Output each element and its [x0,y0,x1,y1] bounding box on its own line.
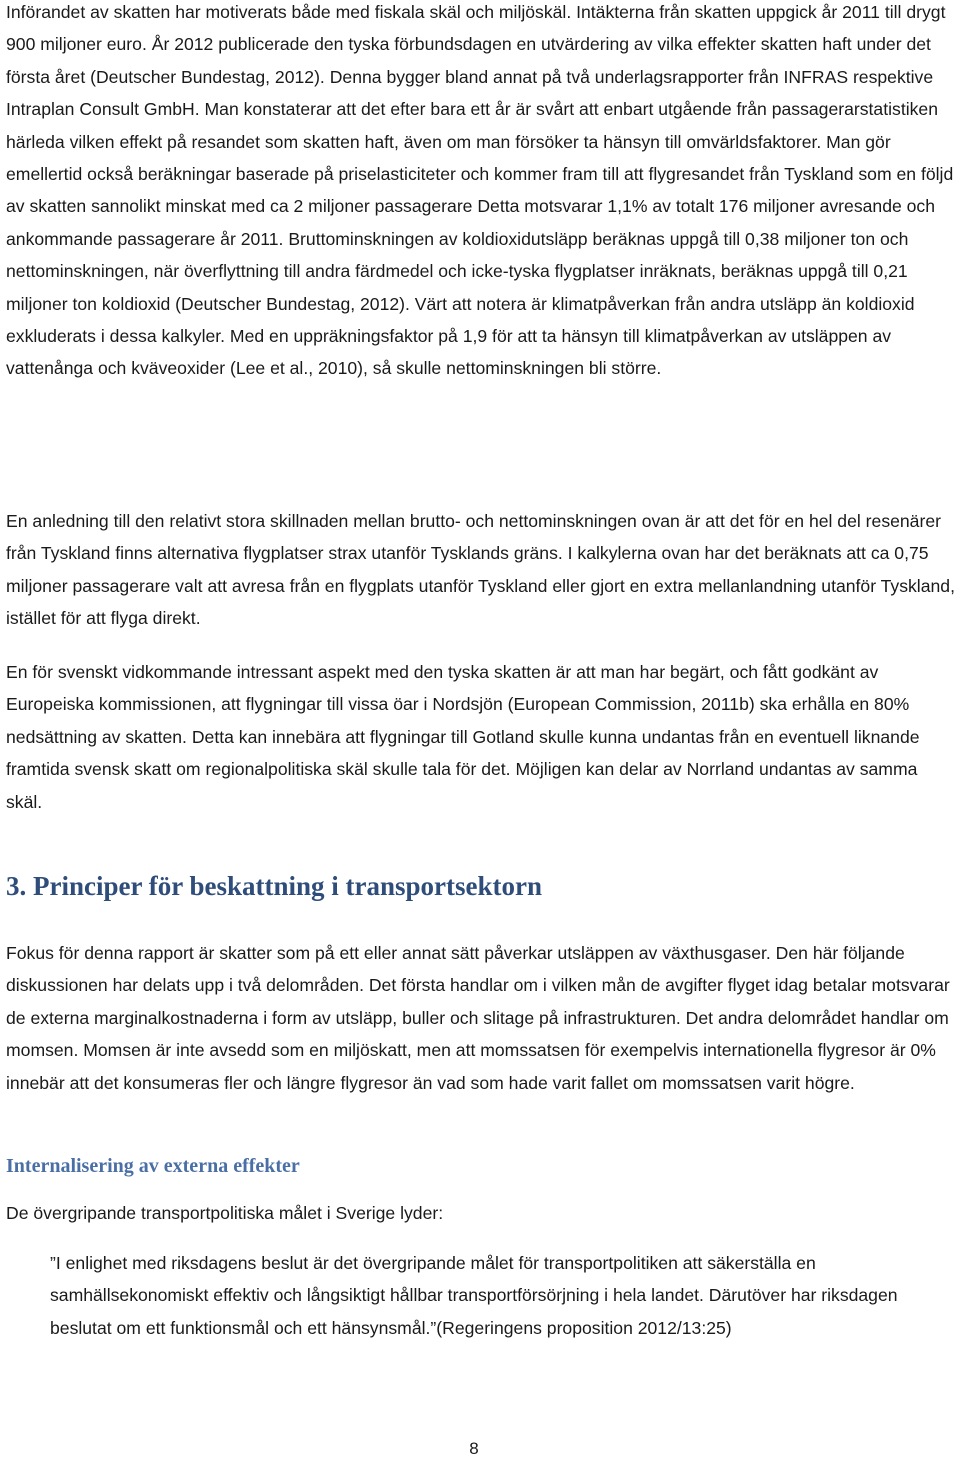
paragraph-tax-evaluation: Införandet av skatten har motiverats både med fiskala skäl och miljöskäl. Intäkterna från skatten uppgick år 2011 till drygt 900 miljoner euro. År 2012 publicerade den tyska förbundsdagen en utvärdering av vilka effekter skatten haft under det första året (Deutscher Bundestag, 2012). Denna bygger bland annat på två underlagsrapporter från INFRAS respektive Intraplan Consult GmbH. Man konstaterar att det efter bara ett år är svårt att enbart utgående från passagerarstatistiken härleda vilken effekt på resandet som skatten haft, även om man försöker ta hänsyn till omvärldsfaktorer. Man gör emellertid också beräkningar baserade på priselasticiteter och kommer fram till att flygresandet från Tyskland som en följd av skatten sannolikt minskat med ca 2 miljoner passagerare Detta motsvarar 1,1% av totalt 176 miljoner avresande och ankommande passagerare år 2011. Bruttominskningen av koldioxidutsläpp beräknas uppgå till 0,38 miljoner ton och nettominskningen, när överflyttning till andra färdmedel och icke-tyska flygplatser inräknats, beräknas uppgå till 0,21 miljoner ton koldioxid (Deutscher Bundestag, 2012). Värt att notera är klimatpåverkan från andra utsläpp än koldioxid exkluderats i dessa kalkyler. Med en uppräkningsfaktor på 1,9 för att ta hänsyn till klimatpåverkan av utsläppen av vattenånga och kväveoxider (Lee et al., 2010), så skulle nettominskningen bli större. [6,2,954,379]
paragraph-gross-net-difference: En anledning till den relativt stora skillnaden mellan brutto- och nettominskningen ovan är att det för en hel del resenärer från Tyskland finns alternativa flygplatser strax utanför Tysklands gräns. I kalkylerna ovan har det beräknats att ca 0,75 miljoner passagerare valt att avresa från en flygplats utanför Tyskland eller gjort en extra mellanlandning utanför Tyskland, istället för att flyga direkt. [6,511,955,629]
paragraph-report-focus: Fokus för denna rapport är skatter som på ett eller annat sätt påverkar utsläppen av växthusgaser. Den här följande diskussionen har delats upp i två delområden. Det första handlar om i vilken mån de avgifter flyget idag betalar motsvarar de externa marginalkostnaderna i form av utsläpp, buller och slitage på infrastrukturen. Det andra delområdet handlar om momsen. Momsen är inte avsedd som en miljöskatt, men att momssatsen för exempelvis internationella flygresor är 0% innebär att det konsumeras fler och längre flygresor än vad som hade varit fallet om momssatsen varit högre. [6,943,950,1093]
section-heading: 3. Principer för beskattning i transportsektorn [6,871,542,901]
policy-quote: ”I enlighet med riksdagens beslut är det övergripande målet för transportpolitiken att säkerställa en samhällsekonomiskt effektiv och långsiktigt hållbar transportförsörjning i hela landet. Därutöver har riksdagen beslutat om ett funktionsmål och ett hänsynsmål.”(Regeringens proposition 2012/13:25) [50,1253,898,1338]
subsection-heading: Internalisering av externa effekter [6,1155,300,1177]
paragraph-policy-intro: De övergripande transportpolitiska målet i Sverige lyder: [6,1203,444,1223]
page-number: 8 [469,1439,479,1458]
paragraph-swedish-aspect: En för svenskt vidkommande intressant aspekt med den tyska skatten är att man har begärt, och fått godkänt av Europeiska kommissionen, att flygningar till vissa öar i Nordsjön (European Commission, 2011b) ska erhålla en 80% nedsättning av skatten. Detta kan innebära att flygningar till Gotland skulle kunna undantas från en eventuell liknande framtida svensk skatt om regionalpolitiska skäl skulle tala för det. Möjligen kan delar av Norrland undantas av samma skäl. [6,662,920,812]
